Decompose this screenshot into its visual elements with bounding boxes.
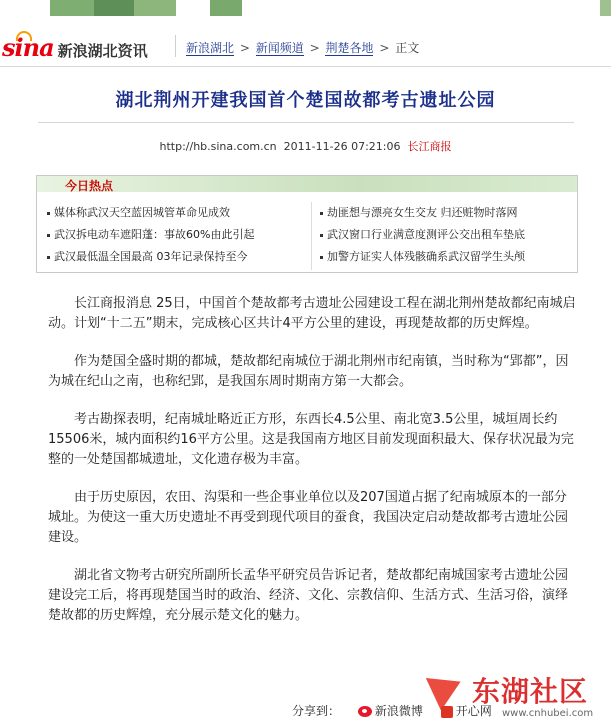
breadcrumb-separator: >: [379, 41, 390, 55]
article-title: 湖北荆州开建我国首个楚国故都考古遗址公园: [115, 90, 496, 111]
banner-thumbnail[interactable]: [210, 0, 242, 16]
kaixin-icon[interactable]: [441, 706, 453, 718]
sina-logo[interactable]: [2, 33, 148, 62]
share-kaixin-link[interactable]: 开心网: [455, 704, 492, 718]
article-paragraph: 湖北省文物考古研究所副所长孟华平研究员告诉记者，楚故都纪南城国家考古遗址公园建设完工后，将再现楚国当时的政治、经济、文化、宗教信仰、生活方式、生活习俗，演绎楚故都的历史辉煌，充分展示楚文化的魅力。: [48, 568, 569, 623]
article-paragraph: 作为楚国全盛时期的都城，楚故都纪南城位于湖北荆州市纪南镇，当时称为“郢都”，因为城在纪山之南，也称纪郢，是我国东周时期南方第一大都会。: [48, 354, 569, 389]
sina-eye-icon: [16, 31, 32, 41]
bullet-icon: [47, 212, 50, 215]
hot-news-right-column: [311, 202, 576, 270]
hot-news-item[interactable]: 媒体称武汉天空蓝因城管革命见成效: [47, 202, 297, 224]
banner-thumbnail[interactable]: [94, 0, 134, 16]
article-datetime: 2011-11-26 07:21:06: [283, 140, 401, 153]
hot-news-item[interactable]: 武汉窗口行业满意度测评公交出租车垫底: [320, 224, 576, 246]
hot-news-item[interactable]: 劫匪想与漂亮女生交友 归还赃物时落网: [320, 202, 576, 224]
article-body: [48, 294, 576, 644]
hot-news-box: [36, 175, 578, 273]
bullet-icon: [47, 256, 50, 259]
article-paragraph: 由于历史原因，农田、沟渠和一些企事业单位以及207国道占据了纪南城原本的一部分城址。为使这一重大历史遗址不再受到现代项目的蚕食，我国决定启动楚故都考古遗址公园建设。: [48, 490, 569, 545]
banner-thumbnail[interactable]: [134, 0, 176, 16]
banner-thumbnail[interactable]: [600, 0, 611, 16]
hot-news-item[interactable]: 武汉拆电动车遮阳蓬：事故60%由此引起: [47, 224, 297, 246]
breadcrumb-current: 正文: [395, 41, 420, 55]
header-divider: [175, 35, 176, 57]
article-paragraph: 长江商报消息 25日，中国首个楚故都考古遗址公园建设工程在湖北荆州楚故都纪南城启动。计划“十二五”期末，完成核心区共计4平方公里的建设，再现楚故都的历史辉煌。: [48, 296, 576, 331]
bullet-icon: [320, 234, 323, 237]
bullet-icon: [320, 256, 323, 259]
breadcrumb-separator: >: [309, 41, 320, 55]
banner-thumbnail[interactable]: [50, 0, 94, 16]
site-header: [0, 26, 611, 67]
breadcrumb-link-news-channel[interactable]: 新闻频道: [255, 41, 304, 55]
watermark-url: www.cnhubei.com: [502, 708, 594, 719]
top-banner-strip: [0, 0, 611, 22]
hot-news-header: [37, 176, 577, 192]
article-site: http://hb.sina.com.cn: [159, 140, 277, 153]
bullet-icon: [320, 212, 323, 215]
article-paragraph: 考古勘探表明，纪南城址略近正方形，东西长4.5公里、南北宽3.5公里，城垣周长约15506米，城内面积约16平方公里。这是我国南方地区目前发现面积最大、保存状况最为完整的一处楚国都城遗址，文化遗存极为丰富。: [48, 412, 574, 467]
hot-news-item[interactable]: 加警方证实人体残骸确系武汉留学生头颅: [320, 246, 576, 268]
breadcrumb-link-jingchu[interactable]: 荆楚各地: [325, 41, 374, 55]
hot-news-label: 今日热点: [65, 179, 114, 193]
hot-news-left-column: [47, 202, 297, 268]
breadcrumb: [186, 39, 419, 56]
share-label: 分享到：: [292, 704, 341, 718]
article-source-link[interactable]: 长江商报: [407, 140, 452, 153]
title-divider: [38, 122, 574, 123]
breadcrumb-separator: >: [239, 41, 250, 55]
channel-name: 新浪湖北资讯: [57, 42, 148, 60]
sina-logo-text: sina: [2, 33, 54, 62]
weibo-icon[interactable]: [358, 706, 372, 717]
breadcrumb-link-sina-hubei[interactable]: 新浪湖北: [186, 41, 235, 55]
article-meta: [0, 138, 611, 154]
hot-news-item[interactable]: 武汉最低温全国最高 03年记录保持至今: [47, 246, 297, 268]
watermark-text: 东湖社区: [472, 675, 589, 708]
bullet-icon: [47, 234, 50, 237]
share-weibo-link[interactable]: 新浪微博: [374, 704, 423, 718]
share-bar: [292, 702, 492, 719]
